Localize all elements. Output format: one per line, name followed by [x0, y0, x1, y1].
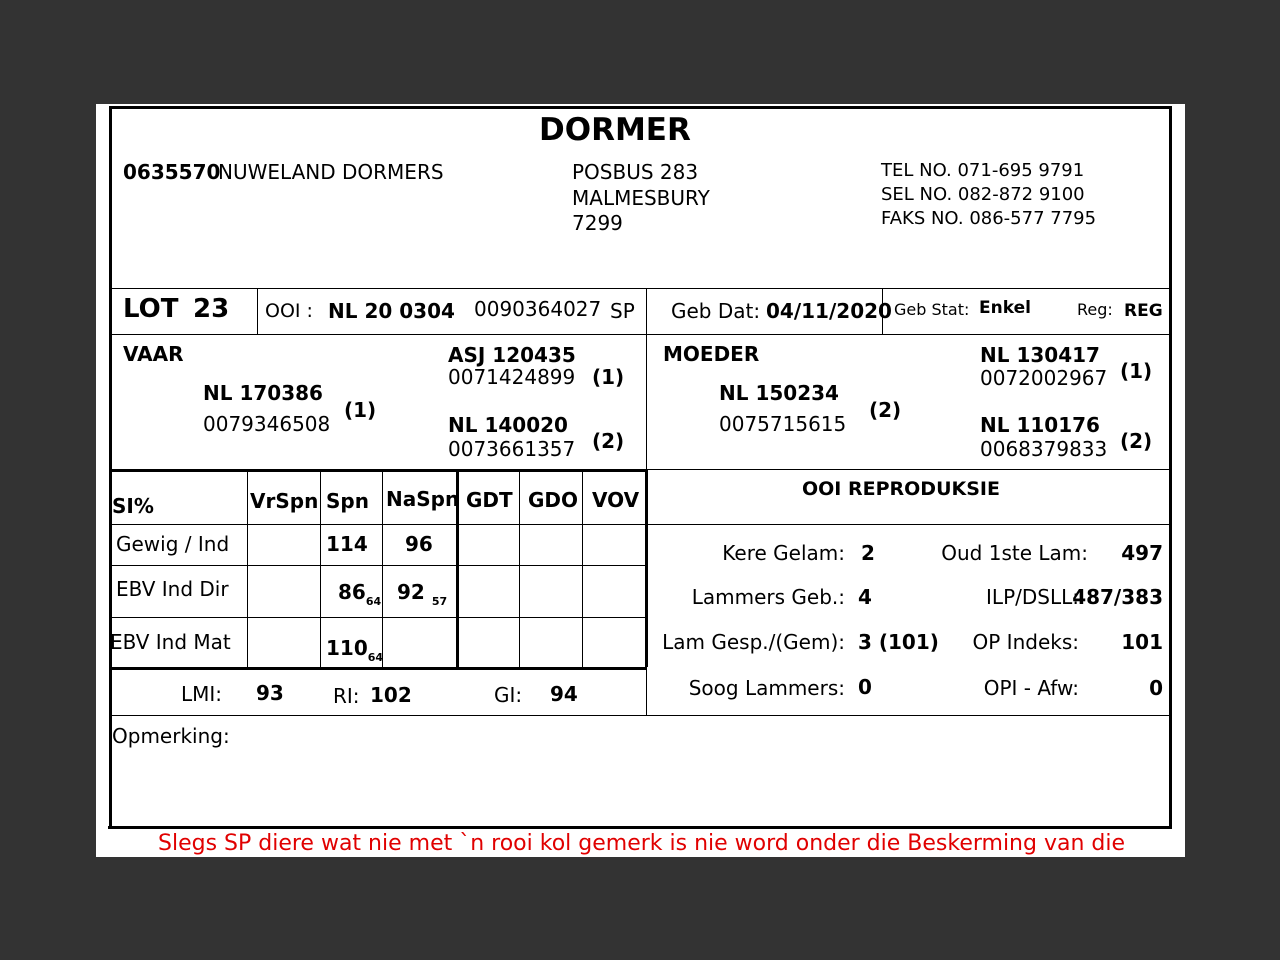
dam-number: 0075715615	[719, 412, 847, 436]
table-cell: 96	[405, 532, 433, 556]
divider	[110, 715, 1171, 716]
dam-sire-grade: (1)	[1120, 359, 1153, 383]
divider	[257, 288, 258, 334]
ri-label: RI:	[333, 684, 360, 708]
sire-dam-id: NL 140020	[448, 413, 568, 437]
sire-sire-number: 0071424899	[448, 365, 576, 389]
lot-number: 23	[193, 294, 230, 324]
table-row-line	[110, 565, 647, 566]
table-header: Spn	[326, 489, 369, 513]
repro-value: 0	[858, 675, 872, 699]
divider	[110, 288, 1171, 289]
table-col-line	[519, 470, 520, 667]
reproduction-title: OOI REPRODUKSIE	[802, 478, 1000, 500]
lmi-label: LMI:	[181, 682, 223, 706]
sire-id: NL 170386	[203, 381, 323, 405]
table-header: SI%	[112, 494, 154, 518]
table-header: VOV	[592, 488, 640, 512]
ri-value: 102	[370, 683, 412, 707]
geb-dat-label: Geb Dat:	[671, 299, 761, 323]
repro-value: 3 (101)	[858, 630, 939, 654]
sire-grade: (1)	[344, 398, 377, 422]
sire-number: 0079346508	[203, 412, 331, 436]
dam-dam-number: 0068379833	[980, 437, 1108, 461]
breeder-name: NUWELAND DORMERS	[218, 160, 444, 184]
footer-note: Slegs SP diere wat nie met `n rooi kol gemerk is nie word onder die Beskerming van die	[158, 831, 1126, 856]
gi-label: GI:	[494, 683, 523, 707]
table-header: GDO	[528, 488, 579, 512]
sire-dam-number: 0073661357	[448, 437, 576, 461]
breeder-contact: TEL NO. 071-695 9791	[881, 160, 1085, 181]
dam-sire-id: NL 130417	[980, 343, 1100, 367]
ooi-value: NL 20 0304	[328, 299, 455, 323]
breeder-id: 0635570	[123, 160, 221, 184]
table-col-line	[320, 470, 321, 667]
repro-label: Kere Gelam:	[722, 541, 845, 565]
repro-value: 2	[861, 541, 875, 565]
repro-value: 101	[1121, 630, 1163, 654]
repro-value: 487/383	[1072, 585, 1163, 609]
breeder-address-line: POSBUS 283	[572, 160, 699, 184]
sire-dam-grade: (2)	[592, 429, 625, 453]
geb-stat: Enkel	[979, 298, 1031, 318]
table-row-label: Gewig / Ind	[116, 532, 230, 556]
table-header: NaSpn	[386, 487, 460, 511]
gi-value: 94	[550, 682, 578, 706]
reg-label: Reg:	[1077, 300, 1113, 319]
repro-label: OPI - Afw:	[983, 676, 1079, 700]
geb-stat-label: Geb Stat:	[894, 300, 970, 319]
table-cell: 92 $_{57}$	[397, 580, 448, 608]
repro-label: Oud 1ste Lam:	[941, 541, 1088, 565]
frame-top	[109, 106, 1171, 109]
sire-sire-grade: (1)	[592, 365, 625, 389]
frame-left	[109, 106, 112, 828]
dam-label: MOEDER	[663, 342, 760, 366]
breeder-address-line: MALMESBURY	[572, 186, 710, 210]
geb-dat: 04/11/2020	[766, 299, 892, 323]
table-border	[110, 470, 647, 472]
breed-title: DORMER	[539, 112, 691, 148]
divider	[110, 334, 1171, 335]
repro-label: Soog Lammers:	[688, 676, 845, 700]
dam-id: NL 150234	[719, 381, 839, 405]
table-cell: $110_{64}$	[326, 636, 384, 664]
table-col-line	[247, 470, 248, 667]
frame-right	[1169, 106, 1172, 828]
repro-value: 4	[858, 585, 872, 609]
reg-value: REG	[1124, 301, 1163, 321]
divider	[646, 524, 1171, 525]
table-border	[110, 667, 647, 670]
table-cell: 114	[326, 532, 368, 556]
sire-label: VAAR	[123, 342, 184, 366]
dam-dam-id: NL 110176	[980, 413, 1100, 437]
lot-card	[96, 104, 1185, 857]
remarks-label: Opmerking:	[112, 724, 230, 748]
repro-label: OP Indeks:	[972, 630, 1079, 654]
breeder-contact: FAKS NO. 086-577 7795	[881, 208, 1097, 229]
lot-label: LOT	[123, 294, 179, 324]
sire-sire-id: ASJ 120435	[448, 343, 576, 367]
frame-bottom	[108, 826, 1172, 829]
table-row-line	[110, 617, 647, 618]
ooi-label: OOI :	[265, 300, 313, 322]
table-row-label: EBV Ind Dir	[116, 577, 229, 601]
ooi-class: SP	[610, 299, 635, 323]
dam-grade: (2)	[869, 398, 902, 422]
repro-label: Lam Gesp./(Gem):	[662, 630, 845, 654]
repro-label: ILP/DSLL:	[986, 585, 1079, 609]
table-cell: $86_{64}$	[338, 580, 382, 608]
table-row-line	[110, 524, 647, 525]
table-header: GDT	[466, 488, 513, 512]
repro-value: 0	[1149, 676, 1163, 700]
table-col-line	[582, 470, 583, 667]
repro-label: Lammers Geb.:	[691, 585, 845, 609]
table-header: VrSpn	[250, 489, 319, 513]
breeder-contact: SEL NO. 082-872 9100	[881, 184, 1085, 205]
repro-value: 497	[1121, 541, 1163, 565]
lmi-value: 93	[256, 681, 284, 705]
dam-sire-number: 0072002967	[980, 366, 1108, 390]
dam-dam-grade: (2)	[1120, 429, 1153, 453]
breeder-address-line: 7299	[572, 211, 623, 235]
ooi-number: 0090364027	[474, 297, 602, 321]
table-row-label: EBV Ind Mat	[110, 630, 231, 654]
